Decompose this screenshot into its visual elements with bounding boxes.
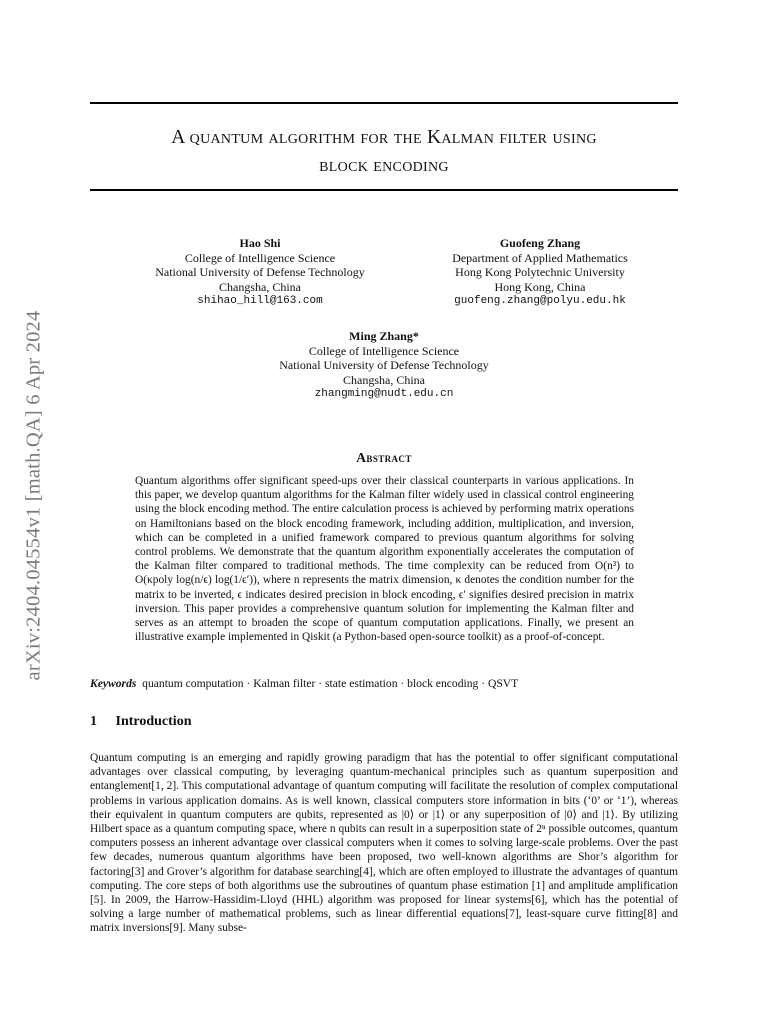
introduction-text: Quantum computing is an emerging and rapidly growing paradigm that has the potential to offer significant computational advantages over classical computing, by leveraging quantum-mechanical principles such as quantum superposition and entanglement[1, 2]. This computational advantage of quantum computing will facilitate the resolution of complex computational problems in various application domains. As is well known, classical computers store information in bits (‘0’ or ‘1’), whereas their equivalent in quantum computers are qubits, represented as |0⟩ or |1⟩ or any superposition of |0⟩ and |1⟩. By utilizing Hilbert space as a quantum computing space, where n qubits can result in a superposition state of 2ⁿ possible outcomes, quantum computers possess an inherent advantage over classical computers when it comes to solving large-scale problems. Over the past few decades, numerous quantum algorithms have been proposed, two well-known algorithms are Shor’s algorithm for factoring[3] and Grover’s algorithm for database searching[4], which are often employed to illustrate the advantages of quantum computing. The core steps of both algorithms use the subroutines of quantum phase estimation [1] and amplitude amplification [5]. In 2009, the Harrow-Hassidim-Lloyd (HHL) algorithm was proposed for linear systems[6], which has the potential of solving a large number of mathematical problems, such as linear differential equations[7], least-square curve fitting[8] and matrix inversions[9]. Many subse- [90,752,678,935]
keywords-label: Keywords [90,677,137,690]
author-email[interactable]: zhangming@nudt.edu.cn [314,388,454,400]
abstract-heading: Abstract [356,450,412,465]
author-affiliation: Department of Applied Mathematics [452,250,628,265]
author-affiliation: National University of Defense Technology [155,265,365,279]
title-line-1: A quantum algorithm for the Kalman filter using [171,127,597,148]
keywords-text: quantum computation · Kalman filter · state estimation · block encoding · QSVT [142,677,519,690]
abstract-text: Quantum algorithms offer significant speed-ups over their classical counterparts in various applications. In this paper, we develop quantum algorithms for the Kalman filter widely used in classical control engineering using the block encoding method. The entire calculation process is achieved by performing matrix operations on Hamiltonians based on the block encoding framework, including addition, multiplication, and inversion, which can be completed in a unified framework compared to previous quantum algorithms for solving control problems. We demonstrate that the quantum algorithm exponentially accelerates the computation of the Kalman filter compared to traditional methods. The time complexity can be reduced from O(n³) to O(κpoly log(n/ϵ) log(1/ϵ′)), where n represents the matrix dimension, κ denotes the condition number for the matrix to be inverted, ϵ indicates desired precision in block encoding, ϵ′ signifies desired precision in matrix inversion. This paper provides a comprehensive quantum solution for implementing the Kalman filter and serves as an attempt to broaden the scope of quantum computation applications. Finally, we present an illustrative example implemented in Qiskit (a Python-based open-source toolkit) as a proof-of-concept. [135,475,634,644]
keywords-line [90,677,690,690]
section-heading [90,714,191,730]
author-name: Guofeng Zhang [499,236,581,250]
title-top-rule [90,102,678,104]
author-name: Hao Shi [239,236,281,250]
arxiv-identifier: arXiv:2404.04554v1 [math.QA] 6 Apr 2024 [22,310,45,680]
arxiv-sidebar [14,260,54,730]
author-email[interactable]: guofeng.zhang@polyu.edu.hk [454,295,626,307]
paper-title [90,124,678,180]
author-affiliation: Changsha, China [343,372,425,387]
author-block-2 [400,236,680,309]
section-number: 1 [90,714,97,729]
author-affiliation: College of Intelligence Science [184,250,336,265]
author-affiliation: National University of Defense Technology [279,358,489,372]
author-email[interactable]: shihao_hill@163.com [197,295,323,307]
author-affiliation: Changsha, China [219,279,301,294]
author-affiliation: Hong Kong Polytechnic University [455,265,625,279]
author-affiliation: Hong Kong, China [494,279,586,294]
section-title: Introduction [115,714,192,729]
author-block-3 [234,329,534,402]
title-bottom-rule [90,189,678,191]
author-affiliation: College of Intelligence Science [308,343,460,358]
author-name: Ming Zhang* [349,329,419,343]
author-block-1 [130,236,390,309]
title-line-2: block encoding [319,155,449,176]
